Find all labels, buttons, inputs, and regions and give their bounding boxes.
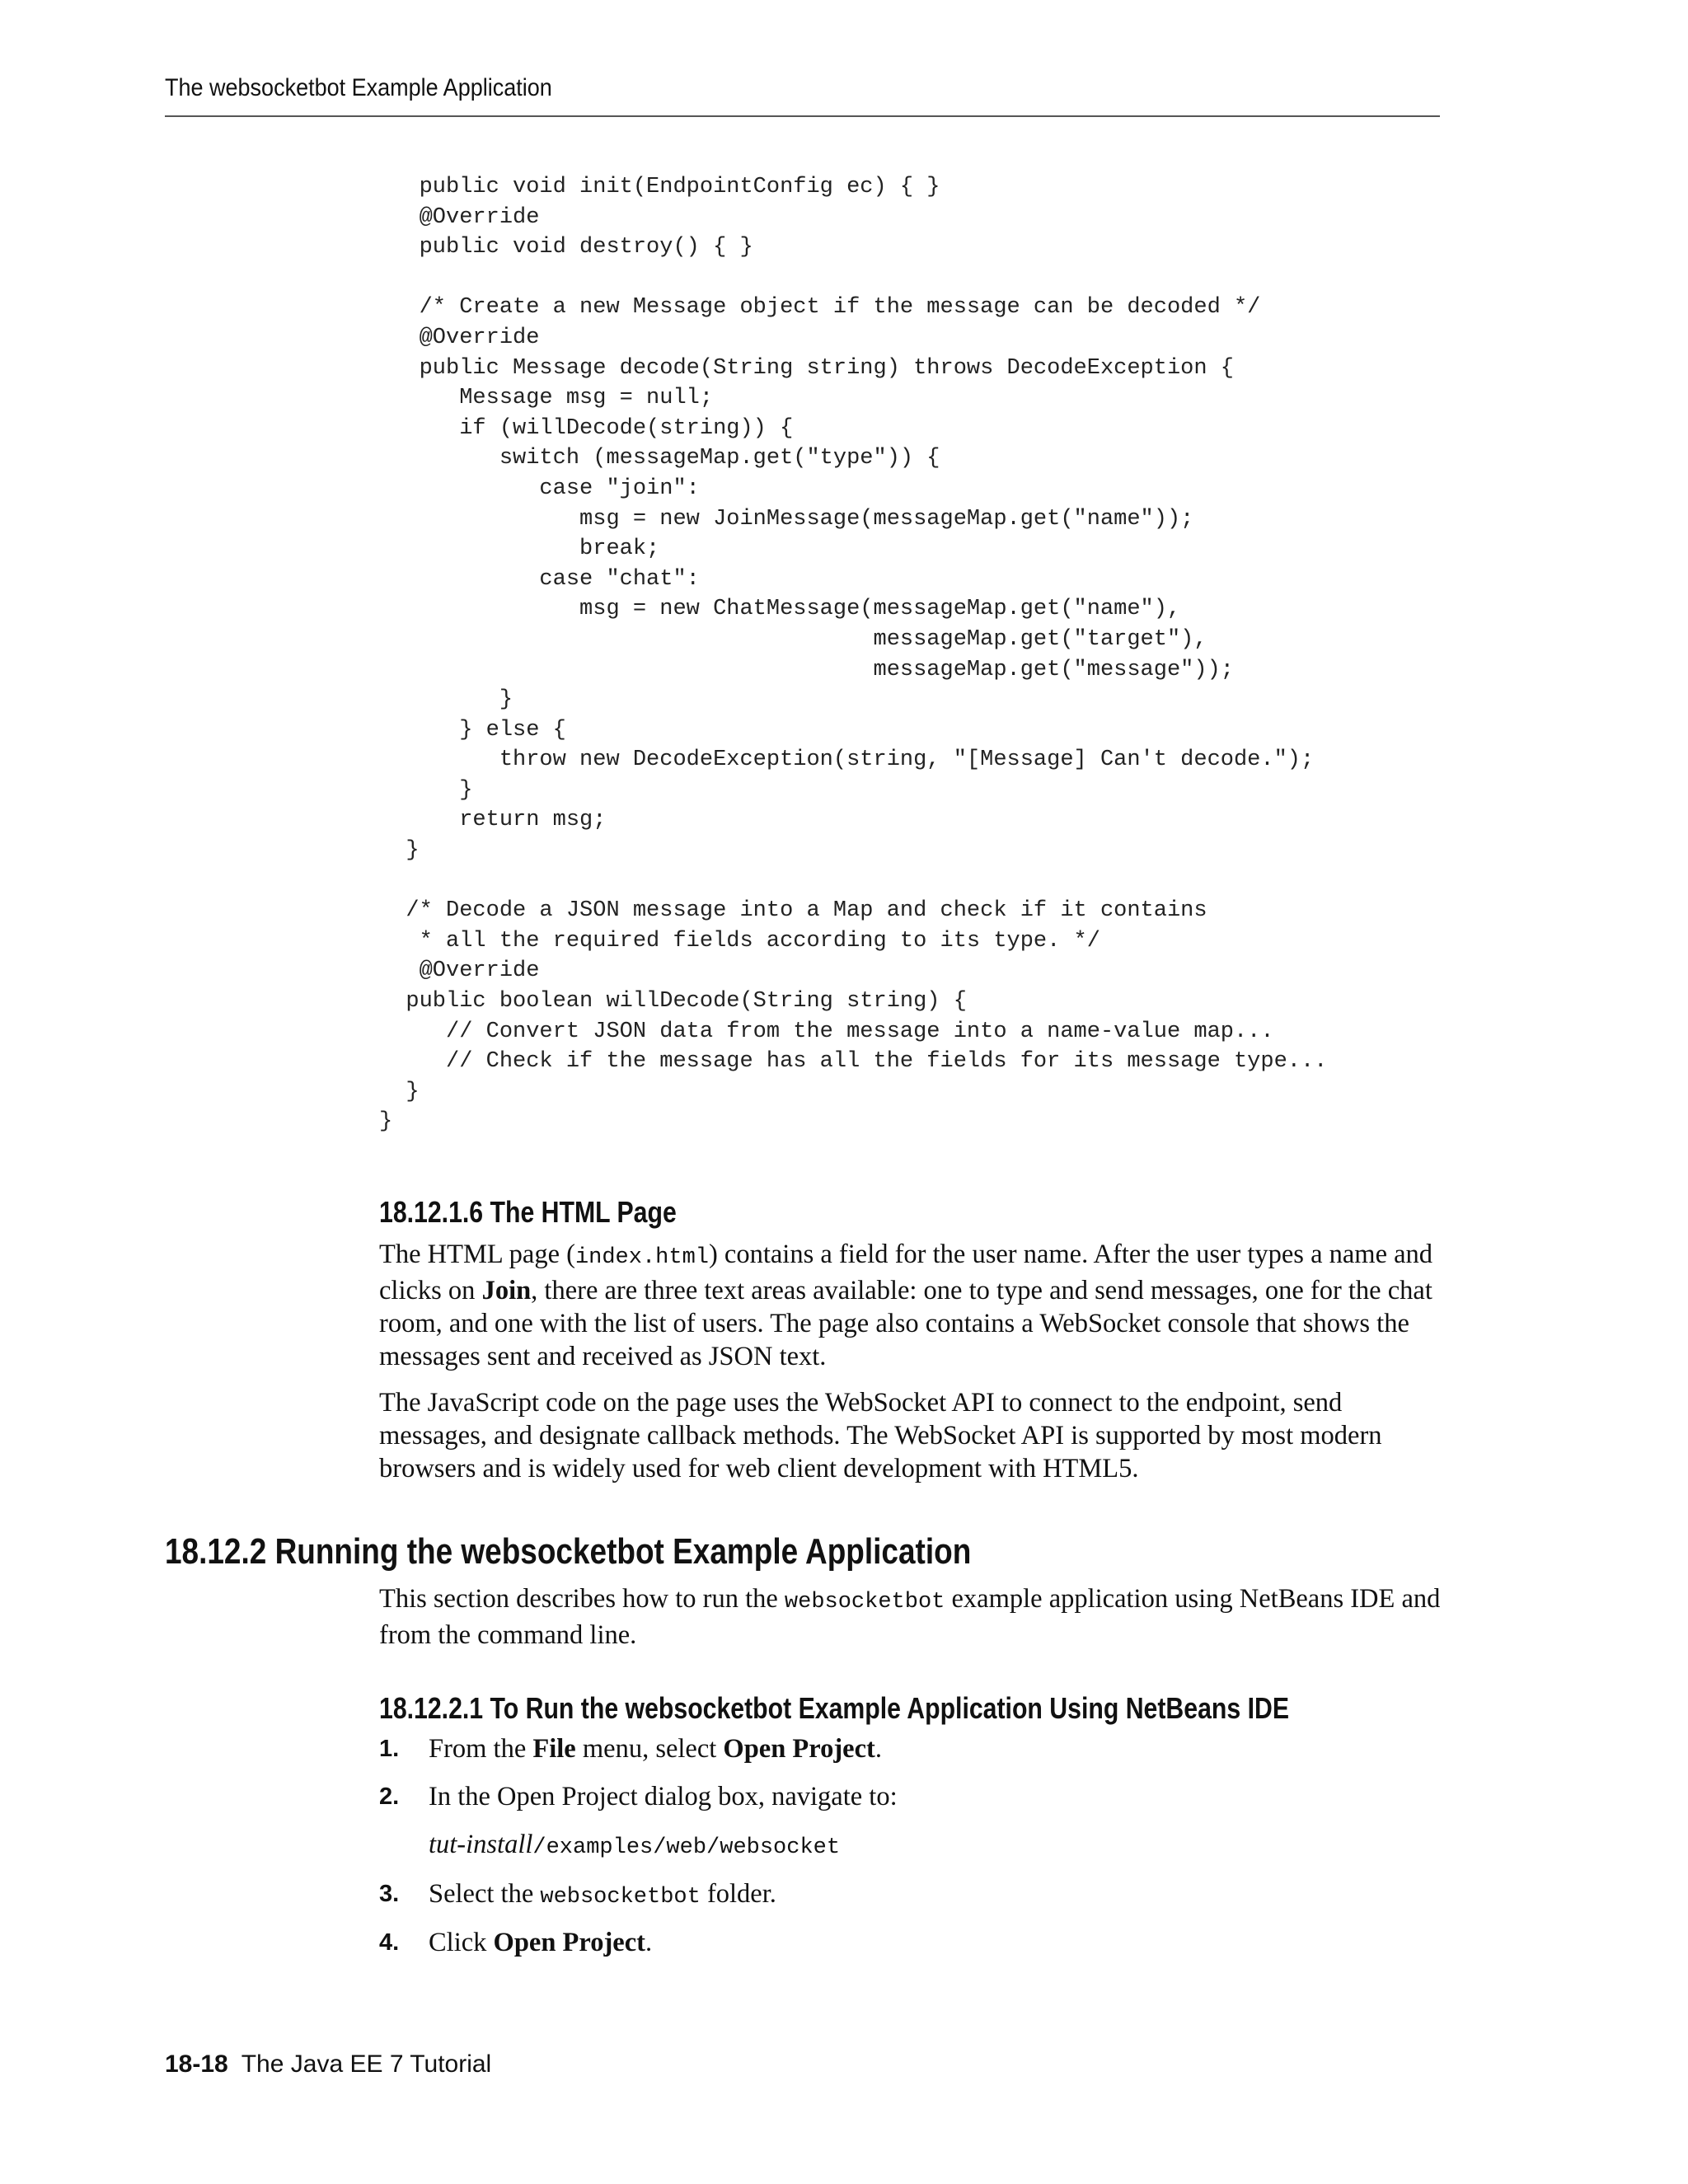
step-3-number: 3. bbox=[379, 1881, 400, 1907]
page-footer bbox=[165, 2050, 491, 2079]
code-line: public boolean willDecode(String string) { bbox=[379, 989, 967, 1015]
step-3-text bbox=[429, 1877, 776, 1914]
step-1-text bbox=[429, 1732, 882, 1765]
running-header: The websocketbot Example Application bbox=[165, 74, 552, 101]
running-intro-paragraph bbox=[379, 1582, 1442, 1652]
p1-text-c: , there are three text areas available: one to type and send messages, one for the chat room, and one with the list of users. The page also contains a WebSocket console that shows the messages sent and received as JSON text. bbox=[379, 1276, 1432, 1371]
step-4-text-b: . bbox=[645, 1928, 653, 1957]
code-line: } bbox=[379, 838, 420, 864]
running-text-a: This section describes how to run the bbox=[379, 1584, 785, 1614]
html-page-paragraph-2: The JavaScript code on the page uses the WebSocket API to connect to the endpoint, send messages, and designate callback methods. The WebSocket API is supported by most modern browsers and is widely used for web client development with HTML5. bbox=[379, 1388, 1382, 1483]
step-3-text-a: Select the bbox=[429, 1879, 541, 1909]
header-rule bbox=[165, 115, 1440, 117]
code-line: } bbox=[379, 777, 473, 803]
code-line: /* Decode a JSON message into a Map and check if it contains bbox=[379, 898, 1207, 924]
code-line: @Override bbox=[379, 204, 540, 230]
install-path-italic: tut-install bbox=[429, 1830, 533, 1859]
step-1-text-a: From the bbox=[429, 1734, 533, 1764]
p1-join-bold: Join bbox=[481, 1276, 532, 1305]
code-line: switch (messageMap.get("type")) { bbox=[379, 446, 940, 471]
footer-page-number: 18-18 bbox=[165, 2050, 228, 2078]
install-path bbox=[429, 1828, 840, 1864]
step-3-code: websocketbot bbox=[540, 1885, 701, 1910]
code-line: } bbox=[379, 1109, 393, 1135]
code-line: throw new DecodeException(string, "[Message] Can't decode."); bbox=[379, 748, 1315, 773]
code-line: // Check if the message has all the fields for its message type... bbox=[379, 1049, 1328, 1075]
code-line: // Convert JSON data from the message into a name-value map... bbox=[379, 1019, 1274, 1044]
p1-code-index-html: index.html bbox=[574, 1245, 709, 1270]
running-code-websocketbot: websocketbot bbox=[784, 1590, 945, 1615]
step-3-text-b: folder. bbox=[700, 1879, 776, 1909]
code-line: public void init(EndpointConfig ec) { } bbox=[379, 175, 940, 199]
code-line: msg = new ChatMessage(messageMap.get("name"), bbox=[379, 597, 1181, 622]
code-line: } else { bbox=[379, 717, 566, 743]
running-text-b: example application using NetBeans IDE and from the command line. bbox=[379, 1584, 1441, 1650]
code-line bbox=[379, 866, 1327, 897]
step-1-text-d: . bbox=[874, 1734, 882, 1764]
code-line: if (willDecode(string)) { bbox=[379, 415, 794, 441]
step-1-text-c: menu, select bbox=[575, 1734, 724, 1764]
code-block bbox=[379, 172, 1327, 1137]
code-line: Message msg = null; bbox=[379, 386, 714, 411]
step-4-open-project-bold: Open Project bbox=[493, 1928, 645, 1957]
code-line bbox=[379, 263, 1327, 293]
p1-text-a: The HTML page ( bbox=[379, 1240, 575, 1269]
heading-run-netbeans: 18.12.2.1 To Run the websocketbot Example Application Using NetBeans IDE bbox=[379, 1691, 1290, 1725]
step-1-open-project-bold: Open Project bbox=[723, 1734, 875, 1764]
step-2-text: In the Open Project dialog box, navigate to: bbox=[429, 1782, 898, 1811]
step-2-number: 2. bbox=[379, 1783, 400, 1810]
html-page-paragraph-1 bbox=[379, 1238, 1442, 1373]
step-4-text bbox=[429, 1926, 652, 1959]
step-1-file-bold: File bbox=[532, 1734, 576, 1764]
code-line: } bbox=[379, 1079, 420, 1104]
p1-text-b: ) contains a field for the user name. After the user types a name and clicks on bbox=[379, 1240, 1433, 1305]
code-line: break; bbox=[379, 537, 660, 562]
code-line: return msg; bbox=[379, 808, 607, 833]
heading-html-page: 18.12.1.6 The HTML Page bbox=[379, 1195, 677, 1229]
step-4-number: 4. bbox=[379, 1929, 400, 1956]
step-1-number: 1. bbox=[379, 1736, 400, 1762]
code-line: } bbox=[379, 687, 513, 713]
code-line: public void destroy() { } bbox=[379, 235, 753, 260]
footer-title: The Java EE 7 Tutorial bbox=[241, 2050, 492, 2078]
install-path-code: /examples/web/websocket bbox=[532, 1835, 841, 1860]
code-line: @Override bbox=[379, 325, 540, 350]
code-line: messageMap.get("target"), bbox=[379, 626, 1207, 652]
code-line: msg = new JoinMessage(messageMap.get("name")); bbox=[379, 506, 1194, 532]
code-line: /* Create a new Message object if the message can be decoded */ bbox=[379, 295, 1261, 321]
step-4-text-a: Click bbox=[429, 1928, 494, 1957]
code-line: public Message decode(String string) throws DecodeException { bbox=[379, 355, 1234, 381]
code-line: case "chat": bbox=[379, 566, 700, 592]
code-line: * all the required fields according to its type. */ bbox=[379, 928, 1100, 954]
code-line: case "join": bbox=[379, 476, 700, 501]
code-line: @Override bbox=[379, 958, 540, 984]
code-line: messageMap.get("message")); bbox=[379, 657, 1234, 682]
heading-running-websocketbot: 18.12.2 Running the websocketbot Example Application bbox=[165, 1531, 972, 1572]
